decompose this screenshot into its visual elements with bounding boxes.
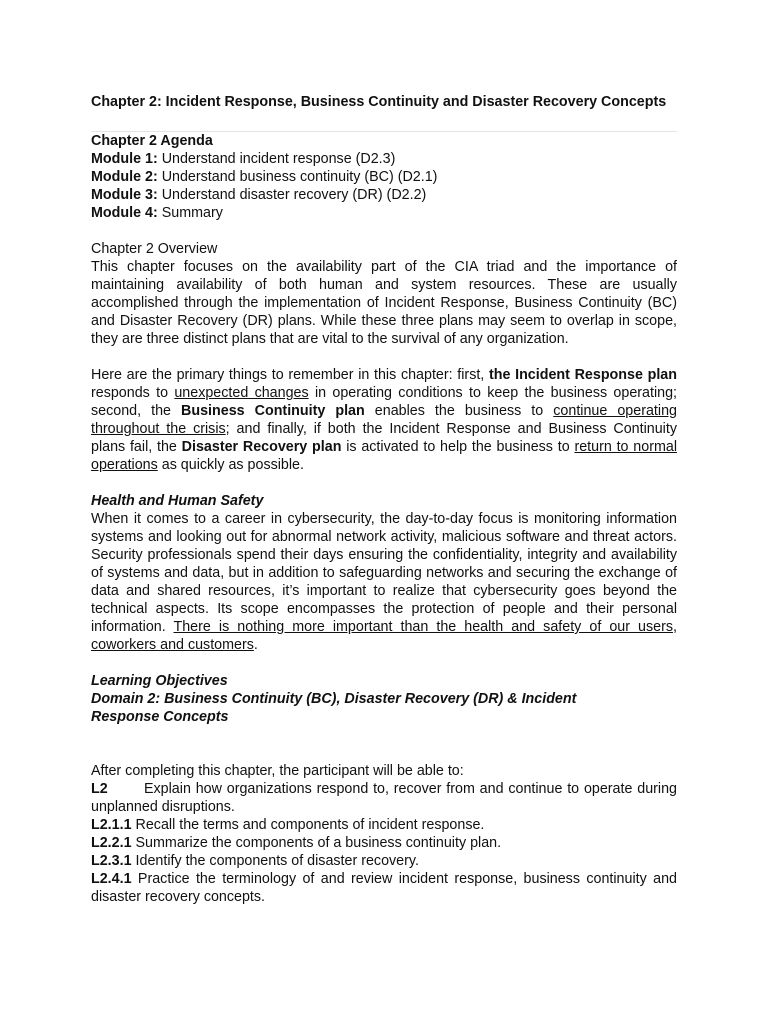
objectives-section [91, 672, 677, 906]
module-label: Module 3: [91, 187, 158, 203]
module-text: Understand incident response (D2.3) [161, 151, 396, 167]
objective-item: L2.3.1 Identify the components of disaster recovery. [91, 853, 419, 869]
health-heading: Health and Human Safety [91, 493, 264, 509]
agenda-item [91, 168, 677, 186]
overview-heading: Chapter 2 Overview [91, 241, 218, 257]
objectives-intro: After completing this chapter, the participant will be able to: [91, 763, 464, 779]
agenda-section [91, 132, 677, 222]
agenda-item [91, 204, 677, 222]
primary-things-paragraph: Here are the primary things to remember in this chapter: first, the Incident Response plan responds to unexpected changes in operating conditions to keep the business operating; second, the Business Continuity plan enables the business to continue operating throughout the crisis; and finally, if both the Incident Response and Business Continuity plans fail, the Disaster Recovery plan is activated to help the business to return to normal operations as quickly as possible. [91, 367, 678, 473]
module-text: Understand disaster recovery (DR) (D2.2) [161, 187, 427, 203]
chapter-title: Chapter 2: Incident Response, Business Continuity and Disaster Recovery Concepts [91, 94, 667, 110]
health-section [91, 492, 677, 654]
agenda-heading: Chapter 2 Agenda [91, 133, 213, 149]
objectives-heading: Learning Objectives [91, 673, 228, 689]
objective-item: L2.2.1 Summarize the components of a business continuity plan. [91, 835, 502, 851]
overview-body: This chapter focuses on the availability part of the CIA triad and the importance of maintaining availability of both human and system resources. These are usually accomplished through the implementation of Incident Response, Business Continuity (BC) and Disaster Recovery (DR) plans. While these three plans may seem to overlap in scope, they are three distinct plans that are vital to the survival of any organization. [91, 259, 677, 347]
objective-item: L2.1.1 Recall the terms and components of incident response. [91, 817, 485, 833]
agenda-item [91, 150, 677, 168]
overview-section [91, 240, 677, 348]
health-body: When it comes to a career in cybersecurity, the day-to-day focus is monitoring information systems and looking out for abnormal network activity, malicious software and threat actors. Security professionals spend their days ensuring the confidentiality, integrity and availability of systems and data, but in addition to safeguarding networks and securing the exchange of data and shared resources, it’s important to realize that cybersecurity goes beyond the technical aspects. Its scope encompasses the protection of people and their personal information. There is nothing more important than the health and safety of our users, coworkers and customers. [91, 511, 677, 653]
module-label: Module 4: [91, 205, 158, 221]
objective-item: L2.4.1 Practice the terminology of and review incident response, business continuity and disaster recovery concepts. [91, 871, 677, 905]
document-content [91, 93, 677, 906]
module-text: Understand business continuity (BC) (D2.1) [161, 169, 438, 185]
module-label: Module 2: [91, 169, 158, 185]
objectives-domain: Domain 2: Business Continuity (BC), Disaster Recovery (DR) & Incident Response Concepts [91, 691, 577, 725]
agenda-item [91, 186, 677, 204]
module-label: Module 1: [91, 151, 158, 167]
objective-l2: L2 Explain how organizations respond to, recover from and continue to operate during unplanned disruptions. [91, 781, 677, 815]
module-text: Summary [161, 205, 223, 221]
